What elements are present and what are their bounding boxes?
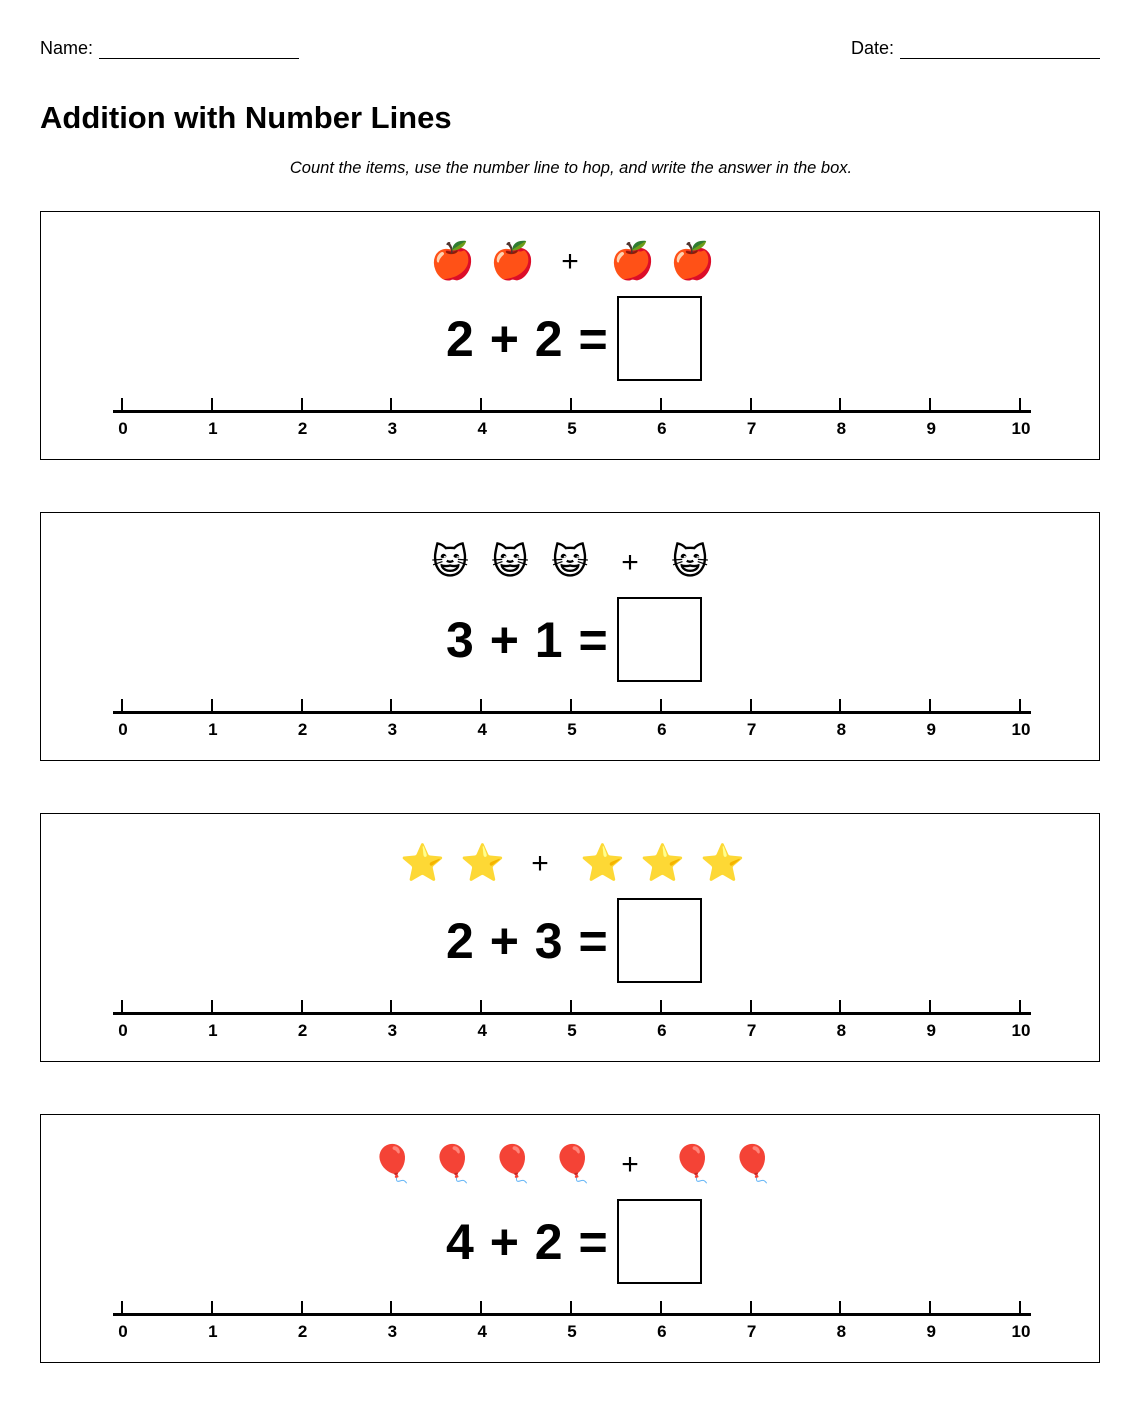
number-line-label: 0 [118,1021,128,1040]
number-line-label: 2 [297,419,308,438]
red-apple-icon: 🍎 [490,241,535,282]
number-line-label: 3 [387,1322,398,1341]
number-line-tick [660,1301,662,1314]
number-line-tick [211,1000,213,1013]
number-line-tick [1019,398,1021,411]
number-line-label: 9 [926,419,936,438]
equation [446,898,702,983]
number-line-tick [390,1301,392,1314]
counting-items-row [41,237,1099,287]
grinning-cat-icon: 😺 [671,542,709,583]
number-line-label: 6 [657,1021,667,1040]
equation-expression: 2 + 3 = [446,912,609,969]
plus-sign: + [621,546,639,579]
number-line-tick [750,1000,752,1013]
number-line-tick [839,398,841,411]
number-line-label: 4 [477,419,487,438]
number-line-label: 6 [657,419,667,438]
balloon-icon: 🎈 [730,1144,775,1185]
number-line-label: 3 [387,1021,398,1040]
number-line-label: 10 [1011,419,1031,438]
number-line-tick [750,1301,752,1314]
number-line-tick [390,1000,392,1013]
star-icon: ⭐ [700,843,745,884]
number-line-label: 7 [746,419,757,438]
number-line-tick [1019,699,1021,712]
number-line [113,1002,1031,1042]
number-line-tick [839,1301,841,1314]
number-line-tick [301,1301,303,1314]
number-line-label: 10 [1011,720,1031,739]
red-apple-icon: 🍎 [610,241,655,282]
answer-box[interactable] [617,597,702,682]
instructions: Count the items, use the number line to hop, and write the answer in the box. [289,159,853,177]
number-line [113,400,1031,440]
red-apple-icon: 🍎 [670,241,715,282]
number-line-tick [750,699,752,712]
number-line-tick [660,1000,662,1013]
counting-items-row [41,538,1099,588]
star-icon: ⭐ [580,843,625,884]
number-line-axis [113,711,1031,714]
grinning-cat-icon: 😺 [431,542,469,583]
date-field [851,38,1100,59]
number-line-tick [1019,1000,1021,1013]
date-label: Date: [851,38,895,58]
number-line-tick [301,1000,303,1013]
number-line-label: 10 [1011,1322,1031,1341]
equation [446,597,702,682]
problem-card [40,211,1100,460]
number-line-label: 9 [926,720,936,739]
number-line-tick [390,699,392,712]
number-line-tick [301,699,303,712]
name-label: Name: [40,38,94,58]
answer-box[interactable] [617,296,702,381]
number-line-tick [480,1000,482,1013]
number-line-label: 1 [208,720,218,739]
number-line-label: 1 [208,1322,218,1341]
number-line-tick [929,1000,931,1013]
balloon-icon: 🎈 [430,1144,475,1185]
number-line-label: 8 [836,419,847,438]
number-line-axis [113,1313,1031,1316]
number-line-label: 2 [297,1322,308,1341]
number-line-label: 8 [836,1021,847,1040]
number-line-tick [929,1301,931,1314]
number-line-tick [660,699,662,712]
problem-card [40,813,1100,1062]
number-line-label: 2 [297,720,308,739]
number-line-label: 0 [118,419,128,438]
date-blank-line[interactable] [900,40,1100,59]
number-line-label: 5 [567,1021,577,1040]
answer-box[interactable] [617,898,702,983]
number-line-tick [839,1000,841,1013]
number-line [113,1303,1031,1343]
number-line-tick [211,398,213,411]
number-line-tick [1019,1301,1021,1314]
number-line-axis [113,1012,1031,1015]
problem-card [40,1114,1100,1363]
number-line-label: 4 [477,720,487,739]
grinning-cat-icon: 😺 [551,542,589,583]
red-apple-icon: 🍎 [430,241,475,282]
name-field [40,38,299,59]
number-line-tick [660,398,662,411]
star-icon: ⭐ [640,843,685,884]
number-line-tick [121,398,123,411]
number-line-label: 9 [926,1021,936,1040]
number-line-label: 8 [836,1322,847,1341]
number-line-label: 0 [118,1322,128,1341]
number-line-label: 7 [746,1021,757,1040]
number-line-tick [121,1000,123,1013]
answer-box[interactable] [617,1199,702,1284]
star-icon: ⭐ [460,843,505,884]
number-line-label: 9 [926,1322,936,1341]
equation-expression: 3 + 1 = [446,611,609,668]
balloon-icon: 🎈 [550,1144,595,1185]
number-line-label: 5 [567,720,577,739]
number-line-tick [570,1301,572,1314]
star-icon: ⭐ [400,843,445,884]
number-line-tick [570,398,572,411]
number-line-label: 1 [208,419,218,438]
balloon-icon: 🎈 [490,1144,535,1185]
number-line-label: 7 [746,720,757,739]
number-line-label: 5 [567,419,577,438]
worksheet-title: Addition with Number Lines [40,100,452,135]
number-line-tick [480,699,482,712]
number-line-tick [480,1301,482,1314]
problem-card [40,512,1100,761]
number-line-label: 8 [836,720,847,739]
number-line-label: 4 [477,1021,487,1040]
equation-expression: 2 + 2 = [446,310,609,367]
number-line [113,701,1031,741]
number-line-label: 1 [208,1021,218,1040]
number-line-tick [570,699,572,712]
number-line-label: 6 [657,720,667,739]
number-line-label: 4 [477,1322,487,1341]
number-line-label: 7 [746,1322,757,1341]
number-line-label: 2 [297,1021,308,1040]
balloon-icon: 🎈 [370,1144,415,1185]
number-line-tick [929,398,931,411]
number-line-tick [301,398,303,411]
plus-sign: + [561,245,579,278]
number-line-label: 0 [118,720,128,739]
plus-sign: + [531,847,549,880]
equation [446,1199,702,1284]
number-line-tick [211,699,213,712]
number-line-tick [211,1301,213,1314]
number-line-label: 3 [387,720,398,739]
number-line-label: 5 [567,1322,577,1341]
grinning-cat-icon: 😺 [491,542,529,583]
equation-expression: 4 + 2 = [446,1213,609,1270]
number-line-label: 10 [1011,1021,1031,1040]
number-line-tick [390,398,392,411]
number-line-tick [929,699,931,712]
number-line-tick [839,699,841,712]
balloon-icon: 🎈 [670,1144,715,1185]
plus-sign: + [621,1148,639,1181]
number-line-tick [570,1000,572,1013]
number-line-tick [121,699,123,712]
equation [446,296,702,381]
counting-items-row [41,839,1099,889]
name-blank-line[interactable] [99,40,299,59]
number-line-tick [121,1301,123,1314]
number-line-tick [480,398,482,411]
number-line-tick [750,398,752,411]
number-line-label: 6 [657,1322,667,1341]
number-line-label: 3 [387,419,398,438]
counting-items-row [41,1140,1099,1190]
number-line-axis [113,410,1031,413]
